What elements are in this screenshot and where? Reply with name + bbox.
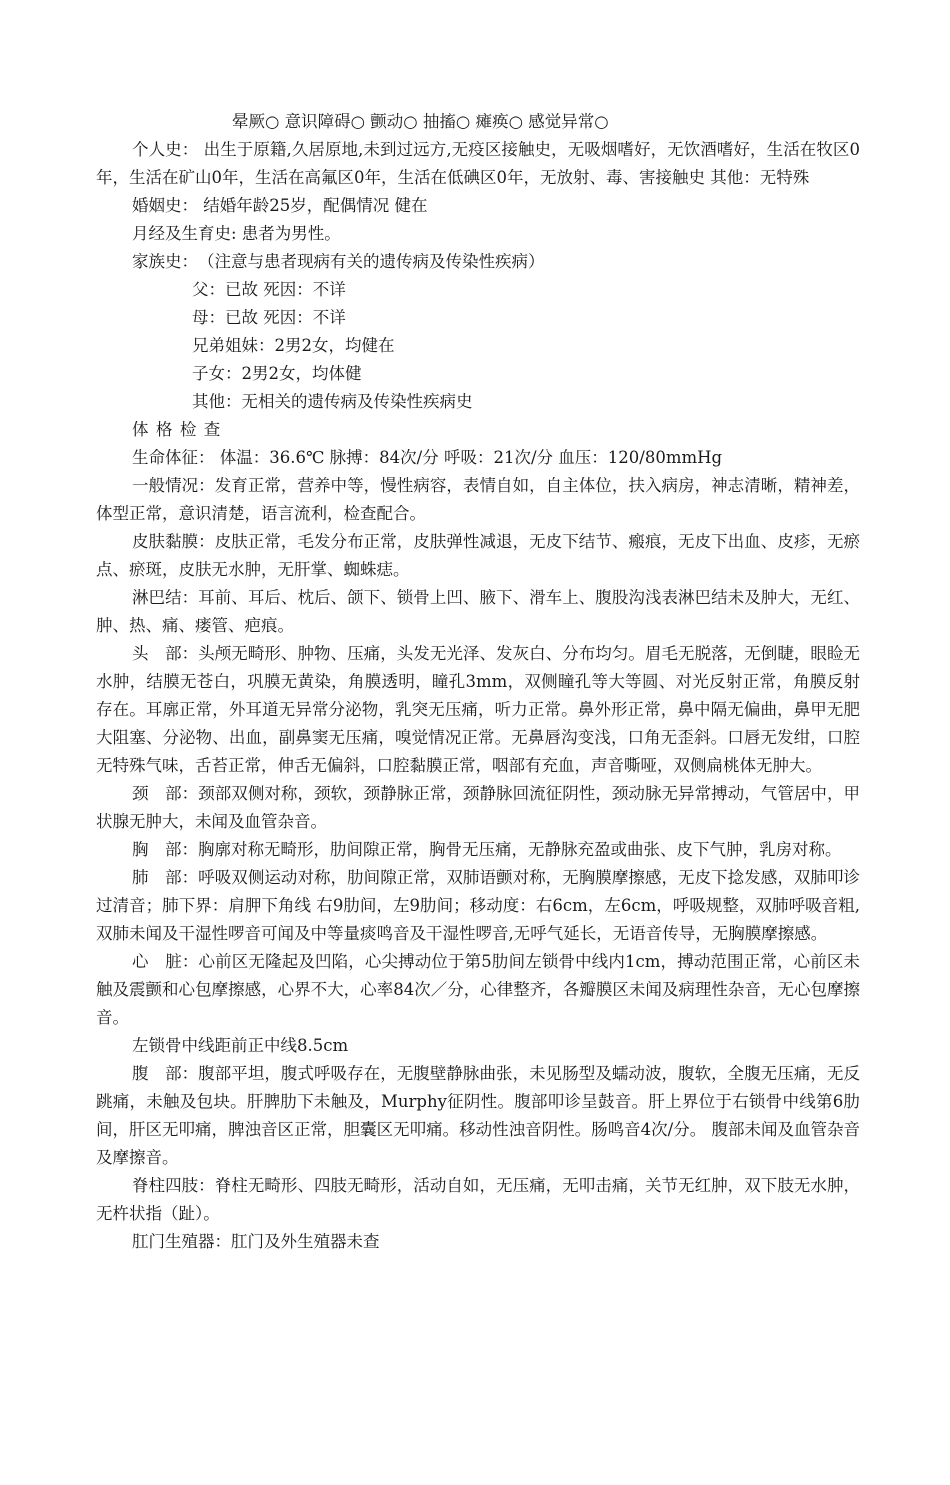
family-siblings: 兄弟姐妹：2男2女，均健在 xyxy=(192,336,395,355)
lymph-nodes: 淋巴结：耳前、耳后、枕后、颌下、锁骨上凹、腋下、滑车上、腹股沟浅表淋巴结未及肿大，无红、肿、热、痛、瘘管、疤痕。 xyxy=(96,588,860,635)
general-condition: 一般情况：发育正常，营养中等，慢性病容，表情自如，自主体位，扶入病房，神志清晰，精神差，体型正常，意识清楚，语言流利，检查配合。 xyxy=(96,476,860,523)
medical-record-page xyxy=(96,108,860,1256)
spine-limbs-exam: 脊柱四肢：脊柱无畸形、四肢无畸形，活动自如，无压痛，无叩击痛，关节无红肿，双下肢无水肿，无杵状指（趾）。 xyxy=(96,1176,860,1223)
personal-history: 个人史： 出生于原籍,久居原地,未到过远方,无疫区接触史，无吸烟嗜好，无饮酒嗜好，生活在牧区0年，生活在矿山0年，生活在高氟区0年，生活在低碘区0年，无放射、毒、害接触史 其他：无特殊 xyxy=(96,140,860,187)
family-father: 父：已故 死因：不详 xyxy=(192,280,346,299)
menstrual-history: 月经及生育史: 患者为男性。 xyxy=(132,224,341,243)
clavicle-line: 左锁骨中线距前正中线8.5cm xyxy=(132,1036,349,1055)
marital-history: 婚姻史： 结婚年龄25岁，配偶情况 健在 xyxy=(132,196,428,215)
neck-exam: 颈 部：颈部双侧对称，颈软，颈静脉正常，颈静脉回流征阴性，颈动脉无异常搏动，气管居中，甲状腺无肿大，未闻及血管杂音。 xyxy=(96,784,860,831)
lungs-exam: 肺 部：呼吸双侧运动对称，肋间隙正常，双肺语颤对称，无胸膜摩擦感，无皮下捻发感，双肺叩诊过清音；肺下界：肩胛下角线 右9肋间，左9肋间；移动度：右6cm，左6cm，呼吸规整，双肺呼吸音粗,双肺未闻及干湿性啰音可闻及中等量痰鸣音及干湿性啰音,无呼气延长，无语音传导，无胸膜摩擦感。 xyxy=(96,868,860,943)
head-exam: 头 部：头颅无畸形、肿物、压痛，头发无光泽、发灰白、分布均匀。眉毛无脱落，无倒睫，眼睑无水肿，结膜无苍白，巩膜无黄染，角膜透明，瞳孔3mm，双侧瞳孔等大等圆、对光反射正常，角膜反射存在。耳廓正常，外耳道无异常分泌物，乳突无压痛，听力正常。鼻外形正常，鼻中隔无偏曲，鼻甲无肥大阻塞、分泌物、出血，副鼻窦无压痛，嗅觉情况正常。无鼻唇沟变浅，口角无歪斜。口唇无发绀，口腔无特殊气味，舌苔正常，伸舌无偏斜，口腔黏膜正常，咽部有充血，声音嘶哑，双侧扁桃体无肿大。 xyxy=(96,644,860,775)
symptoms-line: 晕厥○ 意识障碍○ 颤动○ 抽搐○ 瘫痪○ 感觉异常○ xyxy=(232,112,609,131)
chest-exam: 胸 部：胸廓对称无畸形，肋间隙正常，胸骨无压痛，无静脉充盈或曲张、皮下气肿，乳房对称。 xyxy=(132,840,842,859)
vital-signs: 生命体征： 体温：36.6℃ 脉搏：84次/分 呼吸：21次/分 血压：120/80mmHg xyxy=(132,448,723,467)
exam-heading: 体格检查 xyxy=(132,420,228,439)
family-history-title: 家族史： （注意与患者现病有关的遗传病及传染性疾病） xyxy=(132,252,545,271)
family-children: 子女：2男2女，均体健 xyxy=(192,364,362,383)
anal-genital-exam: 肛门生殖器：肛门及外生殖器未查 xyxy=(132,1232,380,1251)
skin-mucosa: 皮肤黏膜：皮肤正常，毛发分布正常，皮肤弹性减退，无皮下结节、瘢痕，无皮下出血、皮疹，无瘀点、瘀斑，皮肤无水肿，无肝掌、蜘蛛痣。 xyxy=(96,532,860,579)
family-other: 其他：无相关的遗传病及传染性疾病史 xyxy=(192,392,473,411)
family-mother: 母：已故 死因：不详 xyxy=(192,308,346,327)
heart-exam: 心 脏：心前区无隆起及凹陷，心尖搏动位于第5肋间左锁骨中线内1cm，搏动范围正常，心前区未触及震颤和心包摩擦感，心界不大，心率84次／分，心律整齐，各瓣膜区未闻及病理性杂音，无心包摩擦音。 xyxy=(96,952,860,1027)
abdomen-exam: 腹 部：腹部平坦，腹式呼吸存在，无腹壁静脉曲张，未见肠型及蠕动波，腹软，全腹无压痛，无反跳痛，未触及包块。肝脾肋下未触及，Murphy征阴性。腹部叩诊呈鼓音。肝上界位于右锁骨中线第6肋间，肝区无叩痛，脾浊音区正常，胆囊区无叩痛。移动性浊音阴性。肠鸣音4次/分。 腹部未闻及血管杂音及摩擦音。 xyxy=(96,1064,860,1167)
